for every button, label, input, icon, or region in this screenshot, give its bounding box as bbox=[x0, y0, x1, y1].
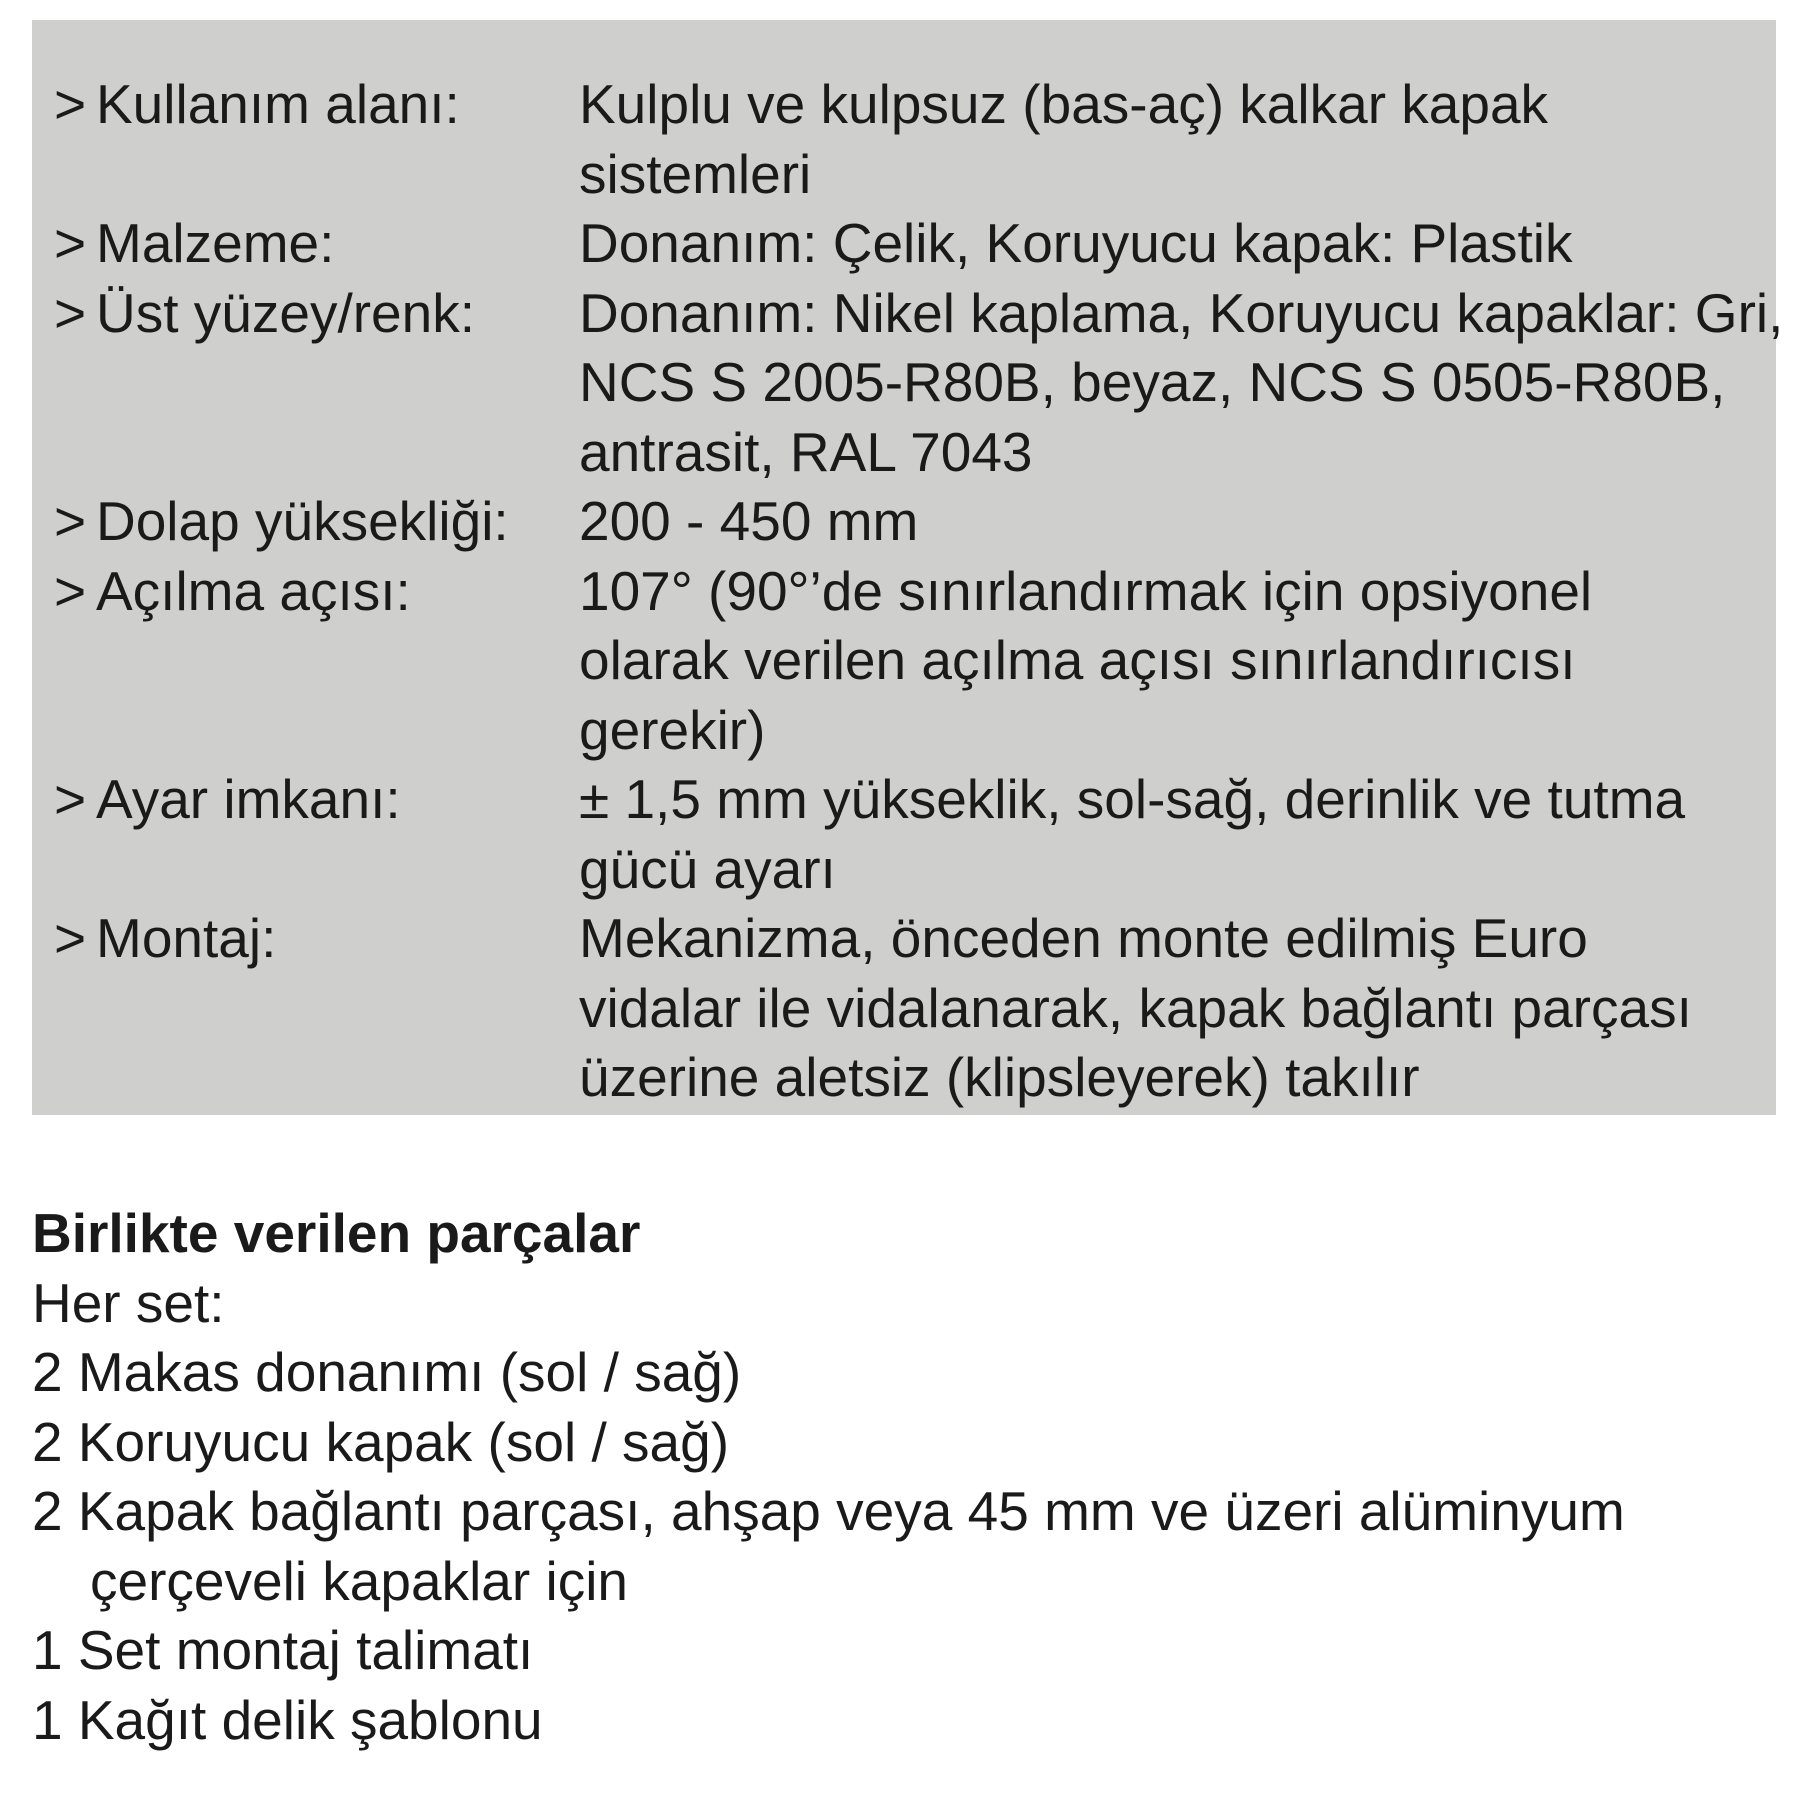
spec-row bbox=[32, 279, 1784, 488]
parts-item-continuation: çerçeveli kapaklar için bbox=[90, 1549, 628, 1612]
spec-value-line: gücü ayarı bbox=[579, 837, 836, 900]
spec-label: Ayar imkanı: bbox=[96, 768, 401, 830]
arrow-icon: > bbox=[54, 212, 87, 274]
spec-value-line: Donanım: Çelik, Koruyucu kapak: Plastik bbox=[579, 212, 1573, 274]
spec-box bbox=[32, 20, 1784, 1115]
parts-item: 1 Set montaj talimatı bbox=[32, 1619, 534, 1681]
spec-label: Malzeme: bbox=[96, 212, 335, 274]
parts-intro: Her set: bbox=[32, 1271, 225, 1334]
parts-item: 1 Kağıt delik şablonu bbox=[32, 1688, 543, 1751]
spec-value bbox=[579, 765, 1774, 904]
spec-value bbox=[579, 487, 1774, 557]
spec-value-line: üzerine aletsiz (klipsleyerek) takılır bbox=[579, 1046, 1420, 1108]
parts-item: 2 Kapak bağlantı parçası, ahşap veya 45 mm ve üzeri alüminyum bbox=[32, 1480, 1625, 1542]
spec-label: Açılma açısı: bbox=[96, 559, 411, 622]
parts-item: 2 Makas donanımı (sol / sağ) bbox=[32, 1341, 742, 1403]
spec-label: Kullanım alanı: bbox=[96, 73, 460, 135]
spec-value-line: vidalar ile vidalanarak, kapak bağlantı parçası bbox=[579, 976, 1692, 1039]
arrow-icon: > bbox=[54, 559, 87, 622]
spec-value-line: olarak verilen açılma açısı sınırlandırıcısı bbox=[579, 629, 1576, 691]
arrow-icon: > bbox=[54, 490, 87, 552]
spec-label: Dolap yüksekliği: bbox=[96, 490, 509, 552]
spec-value-line: ± 1,5 mm yükseklik, sol-sağ, derinlik ve tutma bbox=[579, 768, 1686, 830]
spec-value-line: 200 - 450 mm bbox=[579, 490, 919, 552]
spec-value bbox=[579, 557, 1774, 766]
spec-value-line: Donanım: Nikel kaplama, Koruyucu kapaklar: Gri, bbox=[579, 281, 1784, 344]
spec-row bbox=[32, 765, 1776, 904]
spec-row bbox=[32, 209, 1776, 279]
spec-value-line: gerekir) bbox=[579, 698, 766, 761]
spec-value bbox=[579, 904, 1774, 1113]
included-parts bbox=[32, 1199, 1776, 1755]
spec-value-line: antrasit, RAL 7043 bbox=[579, 420, 1033, 483]
spec-row bbox=[32, 904, 1776, 1113]
spec-value-line: Mekanizma, önceden monte edilmiş Euro bbox=[579, 907, 1588, 969]
parts-title: Birlikte verilen parçalar bbox=[32, 1202, 641, 1264]
spec-row bbox=[32, 487, 1776, 557]
spec-value-line: NCS S 2005-R80B, beyaz, NCS S 0505-R80B, bbox=[579, 351, 1726, 413]
arrow-icon: > bbox=[54, 73, 87, 135]
spec-value bbox=[579, 209, 1774, 279]
spec-value-line: Kulplu ve kulpsuz (bas-aç) kalkar kapak bbox=[579, 73, 1549, 135]
spec-value-line: 107° (90°’de sınırlandırmak için opsiyonel bbox=[579, 559, 1593, 622]
spec-value bbox=[579, 279, 1784, 488]
spec-value-line: sistemleri bbox=[579, 142, 812, 205]
parts-item: 2 Koruyucu kapak (sol / sağ) bbox=[32, 1410, 730, 1473]
arrow-icon: > bbox=[54, 281, 87, 344]
arrow-icon: > bbox=[54, 768, 87, 830]
spec-label: Montaj: bbox=[96, 907, 277, 969]
spec-row bbox=[32, 557, 1776, 766]
spec-row bbox=[32, 70, 1776, 209]
spec-value bbox=[579, 70, 1774, 209]
arrow-icon: > bbox=[54, 907, 87, 969]
spec-label: Üst yüzey/renk: bbox=[96, 281, 476, 344]
